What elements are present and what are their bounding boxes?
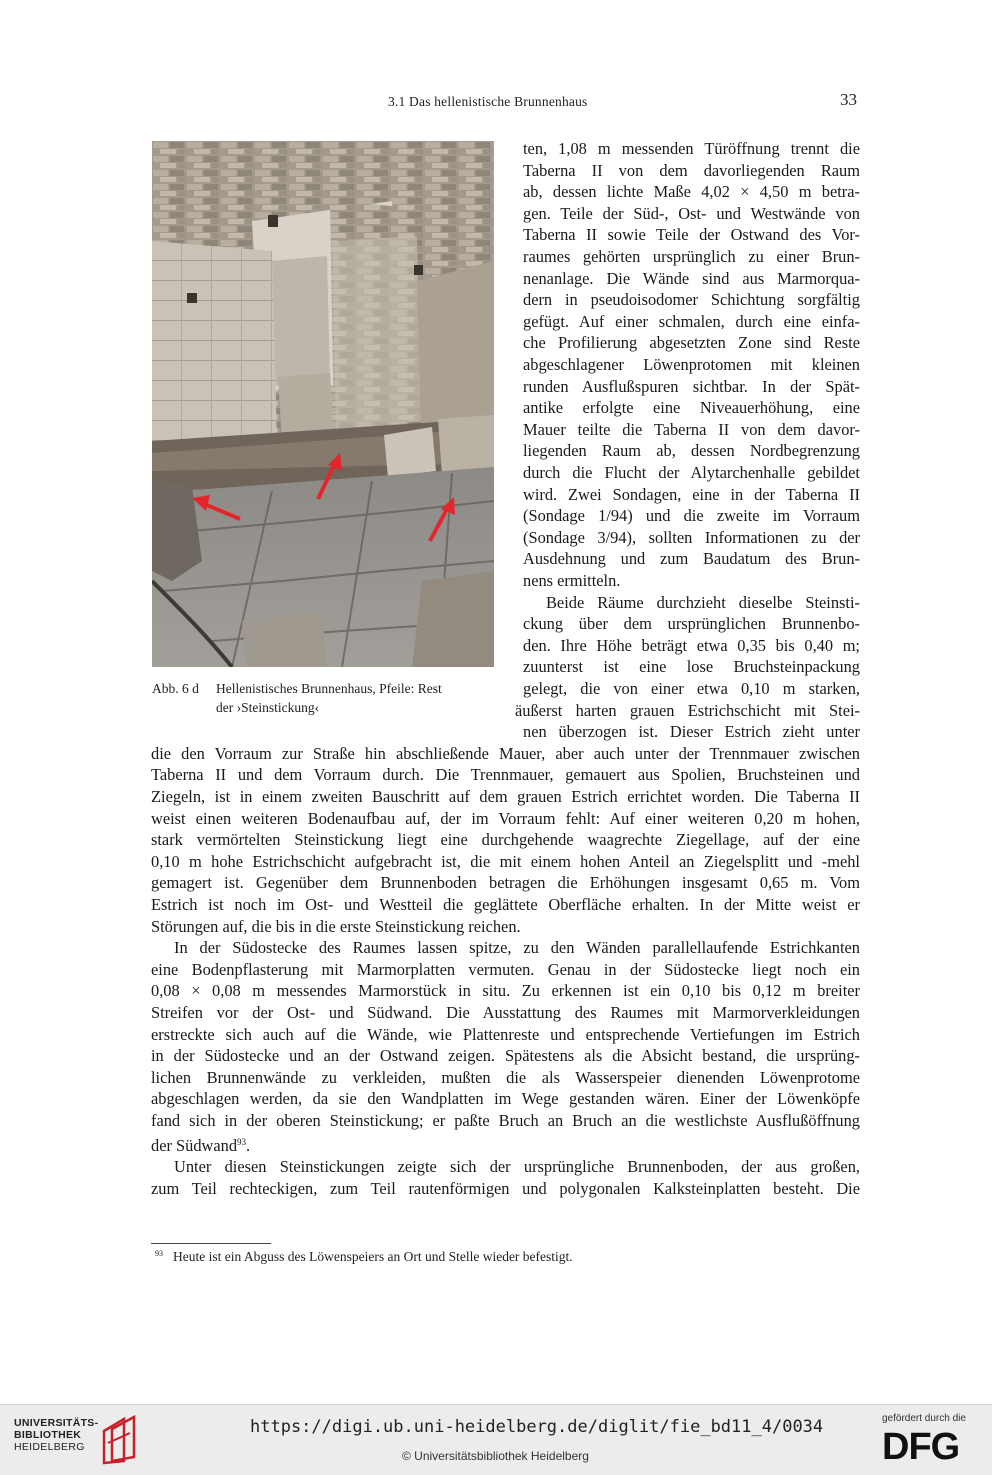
body-line: Taberna II sowie Teile der Ostwand des Vor- <box>523 225 860 245</box>
library-name-line-1: UNIVERSITÄTS- <box>14 1417 99 1429</box>
body-line: che Profilierung abgesetzten Zone sind Reste <box>523 333 860 353</box>
body-line: Störungen auf, die bis in die erste Steinstickung reichen. <box>151 916 521 936</box>
figure-photo <box>152 141 494 667</box>
body-line: weist einen weiteren Bodenaufbau auf, der im Vorraum fehlt: Auf einer weiteren 0,20 m hohen, <box>151 808 860 828</box>
body-line: Taberna II und dem Vorraum durch. Die Trennmauer, gemauert aus Spolien, Bruchsteinen und <box>151 765 860 785</box>
library-logo[interactable] <box>14 1413 144 1469</box>
dfg-logo[interactable] <box>882 1409 982 1471</box>
footnote-divider <box>151 1243 271 1244</box>
body-line: Estrich ist noch im Ost- und Westteil die geglättete Oberfläche erhalten. In der Mitte weist er <box>151 895 860 914</box>
body-line: In der Südostecke des Raumes lassen spitze, zu den Wänden parallellaufende Estrichkanten <box>174 938 860 958</box>
body-line: 0,08 × 0,08 m messendes Marmorstück in situ. Zu erkennen ist ein 0,10 bis 0,12 m breiter <box>151 981 860 1001</box>
body-line: eine Bodenpflasterung mit Marmorplatten vermuten. Genau in der Südostecke liegt noch ein <box>151 959 860 979</box>
body-line: runden Ausflußspuren sichtbar. In der Spät- <box>523 376 860 396</box>
figure-caption <box>152 679 492 717</box>
caption-line-1: Hellenistisches Brunnenhaus, Pfeile: Rest <box>216 681 442 696</box>
body-line: Beide Räume durchzieht dieselbe Steinsti- <box>546 592 860 612</box>
body-line: dern in pseudoisodomer Schichtung sorgfältig <box>523 290 860 310</box>
body-line: ten, 1,08 m messenden Türöffnung trennt die <box>523 139 860 158</box>
body-line: die den Vorraum zur Straße hin abschließende Mauer, aber auch unter der Trennmauer zwischen <box>151 743 860 763</box>
body-line-text: der Südwand <box>151 1135 238 1155</box>
library-name-line-3: HEIDELBERG <box>14 1441 85 1453</box>
body-line: stark vermörtelten Steinstickung liegt eine durchgehende waagrechte Ziegellage, auf der eine <box>151 830 860 850</box>
funder-label: gefördert durch die <box>882 1413 966 1424</box>
body-line: Mauer teilte die Taberna II von dem davor- <box>523 419 860 439</box>
body-line: zuunterst ist eine lose Bruchsteinpackung <box>523 657 860 677</box>
viewer-footer <box>0 1404 992 1475</box>
body-line: gefügt. Auf einer schmalen, durch eine einfa- <box>523 311 860 331</box>
body-line: (Sondage 1/94) und die zweite im Vorraum <box>523 506 860 526</box>
body-line: wird. Zwei Sondagen, eine in der Taberna II <box>523 484 860 504</box>
body-line: Ziegeln, ist in einem zweiten Bauschritt auf dem grauen Estrich errichtet worden. Die Taberna II <box>151 787 860 806</box>
body-line: antike erfolgte eine Niveauerhöhung, eine <box>523 398 860 418</box>
body-line: in der Südostecke und an der Ostwand zeigen. Spätestens als die Absicht bestand, die ursprüng- <box>151 1046 860 1066</box>
body-line: der Südwand$^{93}$. <box>151 1135 251 1155</box>
figure-label: Abb. 6 d <box>152 681 199 696</box>
running-head: 3.1 Das hellenistische Brunnenhaus <box>388 94 588 109</box>
body-line: Streifen vor der Ost- und Südwand. Die Ausstattung des Raumes mit Marmorverkleidungen <box>151 1003 860 1022</box>
body-line: ckung über dem ursprünglichen Brunnenbo- <box>523 614 860 634</box>
body-line: gemagert ist. Gegenüber dem Brunnenboden betragen die Erhöhungen insgesamt 0,65 m. Vom <box>151 873 860 893</box>
body-line: zum Teil rechteckigen, zum Teil rautenförmigen und polygonalen Kalksteinplatten besteht. Die <box>151 1178 860 1198</box>
page-number: 33 <box>840 90 857 109</box>
body-line: äußerst harten grauen Estrichschicht mit Stei- <box>515 700 860 720</box>
body-line: lichen Brunnenwände zu verkleiden, mußten die als Wasserspeier dienenden Löwenprotome <box>151 1067 860 1087</box>
body-line: nenanlage. Die Wände sind aus Marmorqua- <box>523 268 860 288</box>
body-line: Ausdehnung und zum Baudatum des Brun- <box>523 549 860 569</box>
footnote-number: 93 <box>155 1249 163 1258</box>
body-line: durch die Flucht der Alytarchenhalle gebildet <box>523 463 860 482</box>
body-line: ab, dessen lichte Maße 4,02 × 4,50 m betra- <box>523 182 860 202</box>
copyright-notice: © Universitätsbibliothek Heidelberg <box>402 1449 589 1463</box>
body-line: liegenden Raum ab, dessen Nordbegrenzung <box>523 441 860 461</box>
footnote <box>151 1249 573 1265</box>
caption-line-2: der ›Steinstickung‹ <box>216 700 320 715</box>
library-mark-icon <box>100 1413 140 1465</box>
body-line: fand sich in der oberen Steinstickung; er paßte Bruch an Bruch an die westlichste Ausflußöffnung <box>151 1111 860 1130</box>
body-line: (Sondage 3/94), sollten Informationen zu der <box>523 527 860 547</box>
footnote-reference[interactable]: 93 <box>237 1136 247 1147</box>
body-line: gen. Teile der Süd-, Ost- und Westwände von <box>523 203 860 223</box>
body-line: Unter diesen Steinstickungen zeigte sich der ursprüngliche Brunnenboden, der aus großen, <box>174 1157 860 1176</box>
body-line: 0,10 m hohe Estrichschicht aufgebracht ist, die mit einem hohen Anteil an Ziegelsplitt und -mehl <box>151 851 860 871</box>
body-line: gelegt, die von einer etwa 0,10 m starken, <box>523 679 860 698</box>
body-line: raumes gehörten ursprünglich zu einer Brun- <box>523 247 860 266</box>
body-line: erstreckte sich auch auf die Wände, wie Plattenreste und entsprechende Vertiefungen im Estrich <box>151 1024 860 1044</box>
body-line: nen überzogen ist. Dieser Estrich zieht unter <box>523 722 860 742</box>
excavation-photo <box>152 141 494 667</box>
body-line: abgeschlagener Löwenprotomen mit kleinen <box>523 355 860 374</box>
footnote-text: Heute ist ein Abguss des Löwenspeiers an Ort und Stelle wieder befestigt. <box>173 1249 573 1264</box>
library-name-line-2: BIBLIOTHEK <box>14 1429 82 1441</box>
body-line: nens ermitteln. <box>523 571 621 590</box>
permalink-url[interactable]: https://digi.ub.uni-heidelberg.de/diglit/fie_bd11_4/0034 <box>250 1417 824 1437</box>
library-name <box>14 1417 98 1453</box>
body-line: den. Ihre Höhe beträgt etwa 0,35 bis 0,40 m; <box>523 635 860 655</box>
body-line: abgeschlagen werden, da sie den Wandplatten im Wege gestanden wären. Einer der Löwenköpfe <box>151 1089 860 1109</box>
dfg-wordmark: DFG <box>882 1426 960 1468</box>
body-line: Taberna II von dem davorliegenden Raum <box>523 160 860 180</box>
